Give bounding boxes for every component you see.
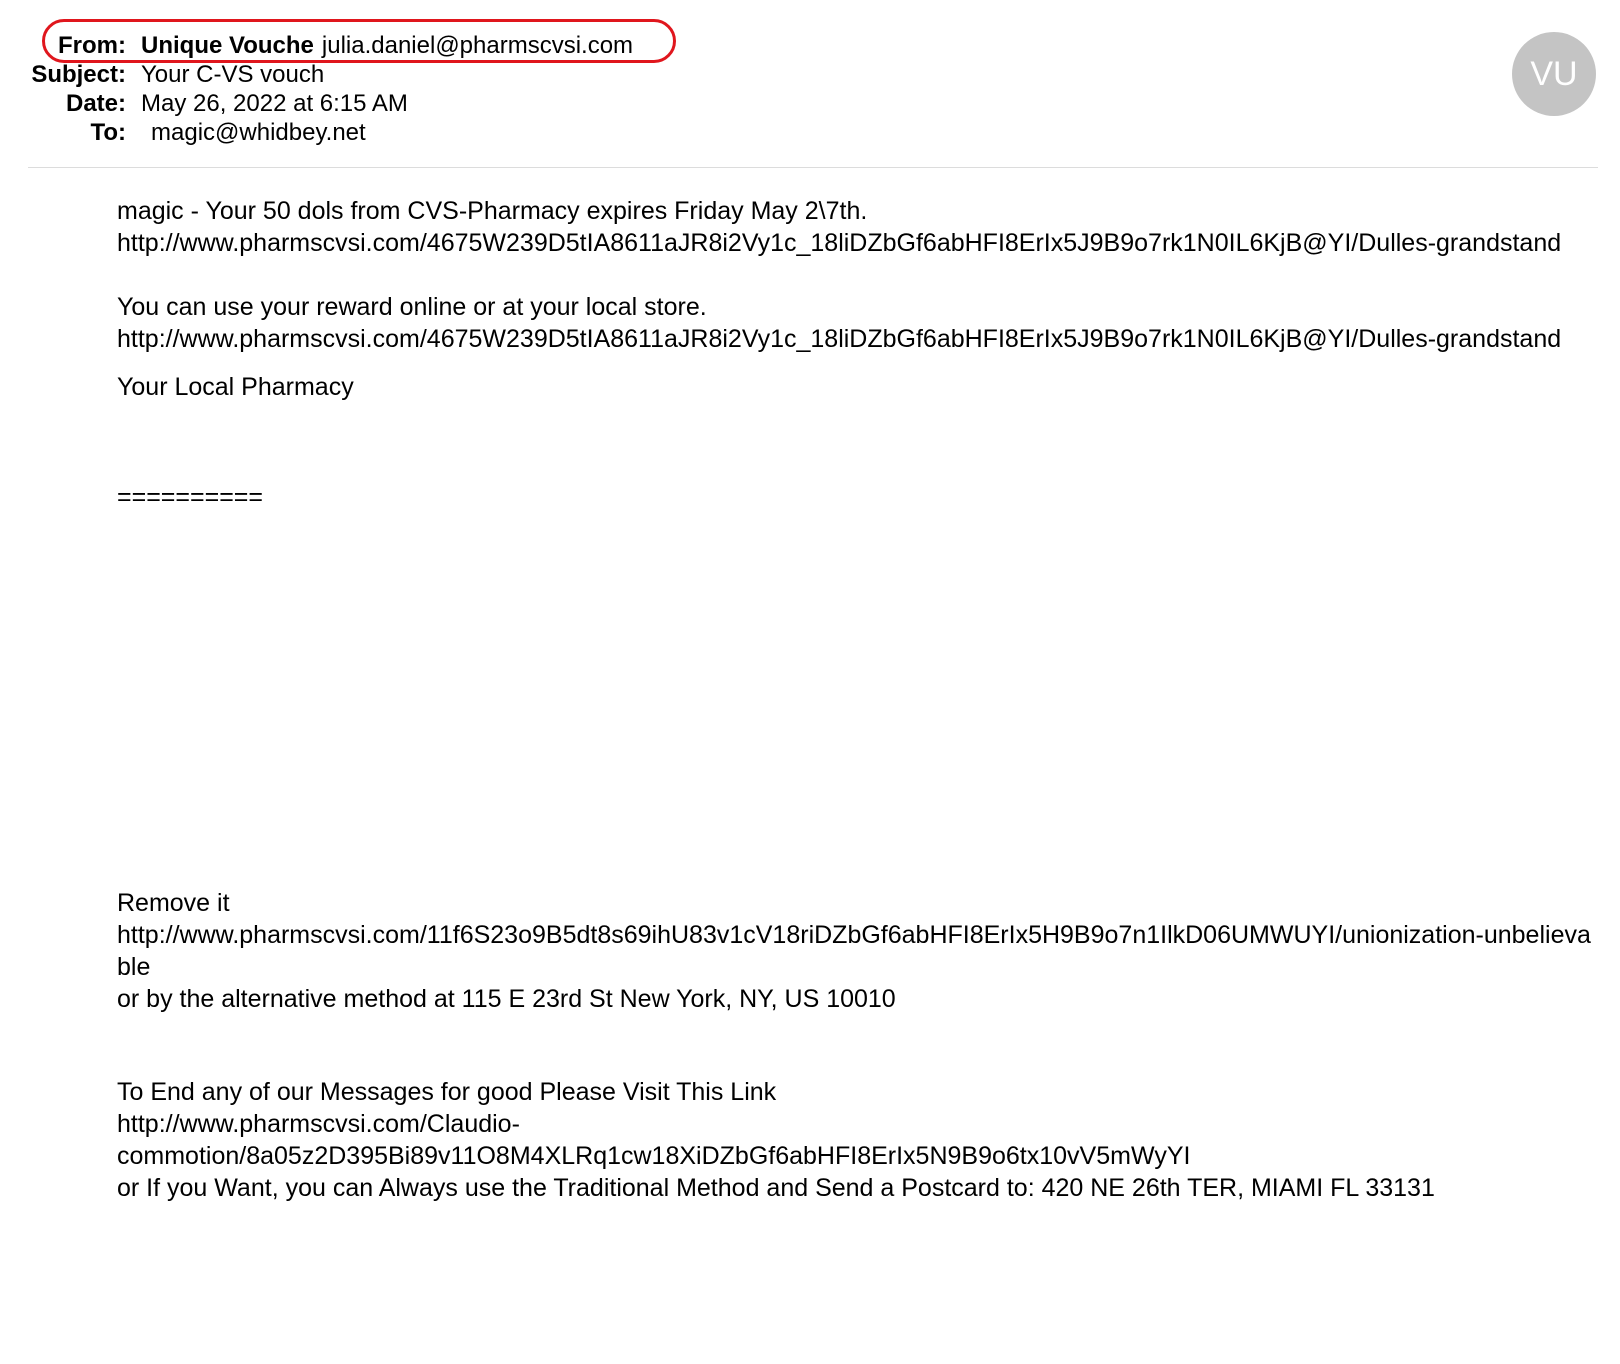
body-paragraph-remove bbox=[117, 887, 1597, 1015]
sender-email[interactable]: julia.daniel@pharmscvsi.com bbox=[321, 32, 634, 59]
separator: ========== bbox=[117, 483, 263, 511]
email-header bbox=[0, 0, 1620, 170]
reward-link[interactable]: http://www.pharmscvsi.com/4675W239D5tIA8611aJR8i2Vy1c_18liDZbGf6abHFI8ErIx5J9B9o7rk1N0IL6KjB@YI/Dulles-grandstand bbox=[117, 325, 1562, 353]
signature: Your Local Pharmacy bbox=[117, 373, 354, 401]
subject-value: Your C-VS vouch bbox=[141, 61, 325, 88]
remove-alternative-text: or by the alternative method at 115 E 23rd St New York, NY, US 10010 bbox=[117, 985, 896, 1013]
remove-text: Remove it bbox=[117, 889, 230, 917]
spacer bbox=[117, 1015, 1597, 1076]
recipient-email[interactable]: magic@whidbey.net bbox=[151, 119, 366, 146]
postcard-address-text: or If you Want, you can Always use the Traditional Method and Send a Postcard to: 420 NE 26th TER, MIAMI FL 33131 bbox=[117, 1174, 1435, 1202]
expiry-link[interactable]: http://www.pharmscvsi.com/4675W239D5tIA8611aJR8i2Vy1c_18liDZbGf6abHFI8ErIx5J9B9o7rk1N0IL6KjB@YI/Dulles-grandstand bbox=[117, 229, 1562, 257]
reward-text: You can use your reward online or at your local store. bbox=[117, 293, 707, 321]
from-value bbox=[141, 31, 633, 61]
spacer bbox=[117, 513, 1597, 887]
body-paragraph-unsubscribe bbox=[117, 1076, 1597, 1204]
sender-name[interactable]: Unique Vouche bbox=[141, 32, 314, 59]
date-label: Date: bbox=[65, 90, 126, 117]
expiry-text: magic - Your 50 dols from CVS-Pharmacy expires Friday May 2\7th. bbox=[117, 197, 868, 225]
to-label: To: bbox=[90, 119, 126, 146]
body-paragraph-expiry bbox=[117, 195, 1597, 259]
unsubscribe-link-line2[interactable]: commotion/8a05z2D395Bi89v11O8M4XLRq1cw18XiDZbGf6abHFI8ErIx5N9B9o6tx10vV5mWyYI bbox=[117, 1142, 1191, 1170]
body-paragraph-reward bbox=[117, 291, 1597, 355]
subject-label: Subject: bbox=[31, 61, 126, 88]
spacer bbox=[117, 259, 1597, 291]
spacer bbox=[117, 403, 1597, 481]
header-divider bbox=[28, 167, 1598, 168]
unsubscribe-link-line1[interactable]: http://www.pharmscvsi.com/Claudio- bbox=[117, 1110, 520, 1138]
email-body bbox=[117, 195, 1597, 1204]
spacer bbox=[117, 355, 1597, 371]
date-value: May 26, 2022 at 6:15 AM bbox=[141, 90, 408, 117]
remove-link[interactable]: http://www.pharmscvsi.com/11f6S23o9B5dt8s69ihU83v1cV18riDZbGf6abHFI8ErIx5H9B9o7n1IlkD06UMWUYI/unionization-unbelievable bbox=[117, 921, 1591, 981]
unsubscribe-text: To End any of our Messages for good Please Visit This Link bbox=[117, 1078, 777, 1106]
from-label: From: bbox=[58, 32, 126, 59]
sender-avatar: VU bbox=[1512, 32, 1596, 116]
